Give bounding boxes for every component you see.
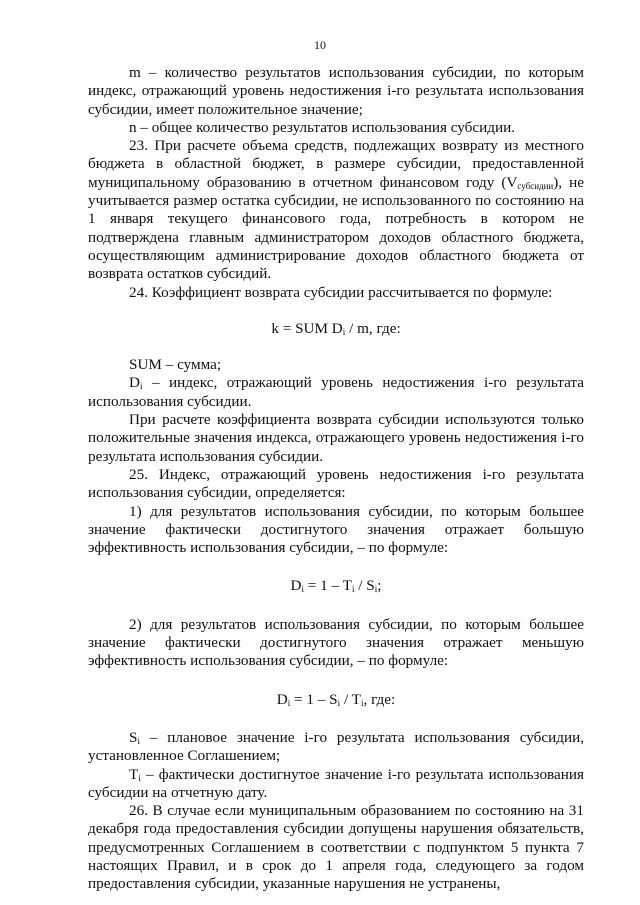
formula-k-left: k = SUM D bbox=[271, 319, 343, 337]
s-definition-text: – плановое значение i-го результата использования субсидии, установленное Соглашением; bbox=[88, 728, 584, 765]
page-number: 10 bbox=[314, 38, 326, 52]
paragraph-calculation: При расчете коэффициента возврата субсидии используются только положительные значения индекса, отражающего уровень недостижения i-го результата использования субсидии. bbox=[88, 411, 584, 465]
formula-k-sub: i bbox=[342, 326, 346, 337]
paragraph-23 bbox=[88, 137, 584, 283]
formula-d2-div: / T bbox=[340, 690, 361, 708]
paragraph-23-end: ), не учитывается размер остатка субсидии, не использованного по состоянию на 1 января текущего финансового года, потребность в котором не подтверждена главным администратором доходов областного бюджета, осуществляющим администрирование доходов областного бюджета от возврата остатков субсидий. bbox=[88, 173, 584, 283]
formula-d-2 bbox=[88, 691, 584, 709]
formula-d2-sub1: i bbox=[287, 697, 291, 708]
paragraph-24: 24. Коэффициент возврата субсидии рассчитывается по формуле: bbox=[129, 283, 553, 301]
formula-d2-mid: = 1 – S bbox=[290, 690, 338, 708]
formula-d1-end: ; bbox=[377, 577, 382, 595]
paragraph-25-1: 1) для результатов использования субсидии, по которым большее значение фактически достигнутого значения отражает большую эффективность использования субсидии, – по формуле: bbox=[88, 502, 584, 557]
s-definition-sub: i bbox=[137, 735, 140, 746]
formula-d2-sub2: i bbox=[337, 697, 341, 708]
paragraph-25: 25. Индекс, отражающий уровень недостижения i-го результата использования субсидии, определяется: bbox=[88, 465, 584, 502]
paragraph-26: 26. В случае если муниципальным образованием по состоянию на 31 декабря года предоставления субсидии допущены нарушения обязательств, предусмотренных Соглашением в соответствии с подпунктом 5 пункта 7 настоящих Правил, и в срок до 1 апреля года, следующего за годом предоставления субсидии, указанные нарушения не устранены, bbox=[88, 802, 584, 893]
t-definition bbox=[88, 766, 584, 803]
t-definition-sub: i bbox=[138, 772, 141, 783]
formula-d1-var: D bbox=[290, 577, 302, 595]
formula-d2-end: , где: bbox=[363, 690, 396, 708]
formula-d1-sub3: i bbox=[374, 584, 378, 595]
formula-d2-var: D bbox=[276, 690, 288, 708]
t-definition-var: T bbox=[129, 765, 139, 783]
formula-d1-sub1: i bbox=[301, 584, 304, 595]
formula-d1-mid: = 1 – T bbox=[304, 577, 352, 595]
s-definition bbox=[88, 729, 584, 766]
t-definition-text: – фактически достигнутое значение i-го результата использования субсидии на отчетную дату. bbox=[88, 765, 584, 801]
document-body bbox=[88, 64, 584, 894]
formula-k-right: / m, где: bbox=[345, 319, 401, 337]
paragraph-n-definition: n – общее количество результатов использования субсидии. bbox=[129, 118, 516, 136]
d-definition-sub: i bbox=[139, 381, 143, 392]
formula-k bbox=[88, 320, 584, 338]
paragraph-m-definition: m – количество результатов использования субсидии, по которым индекс, отражающий уровень недостижения i-го результата использования субсидии, имеет положительное значение; bbox=[88, 64, 584, 118]
formula-d1-div: / S bbox=[354, 577, 375, 595]
formula-d-1 bbox=[88, 577, 584, 595]
d-definition bbox=[88, 374, 584, 411]
s-definition-var: S bbox=[129, 728, 138, 746]
d-definition-text: – индекс, отражающий уровень недостижения i-го результата использования субсидии. bbox=[88, 374, 584, 410]
formula-d1-sub2: i bbox=[351, 584, 355, 595]
sum-definition: SUM – сумма; bbox=[129, 356, 222, 374]
paragraph-23-start: 23. При расчете объема средств, подлежащих возврату из местного бюджета в областной бюджет, в размере субсидии, предоставленной муниципальному образованию в отчетном финансовом году (V bbox=[88, 137, 584, 191]
d-definition-var: D bbox=[129, 374, 140, 392]
paragraph-23-subscript: субсидии bbox=[517, 180, 554, 191]
paragraph-25-2: 2) для результатов использования субсидии, по которым большее значение фактически достигнутого значения отражает меньшую эффективность использования субсидии, – по формуле: bbox=[88, 615, 584, 670]
formula-d2-sub3: i bbox=[360, 697, 364, 708]
